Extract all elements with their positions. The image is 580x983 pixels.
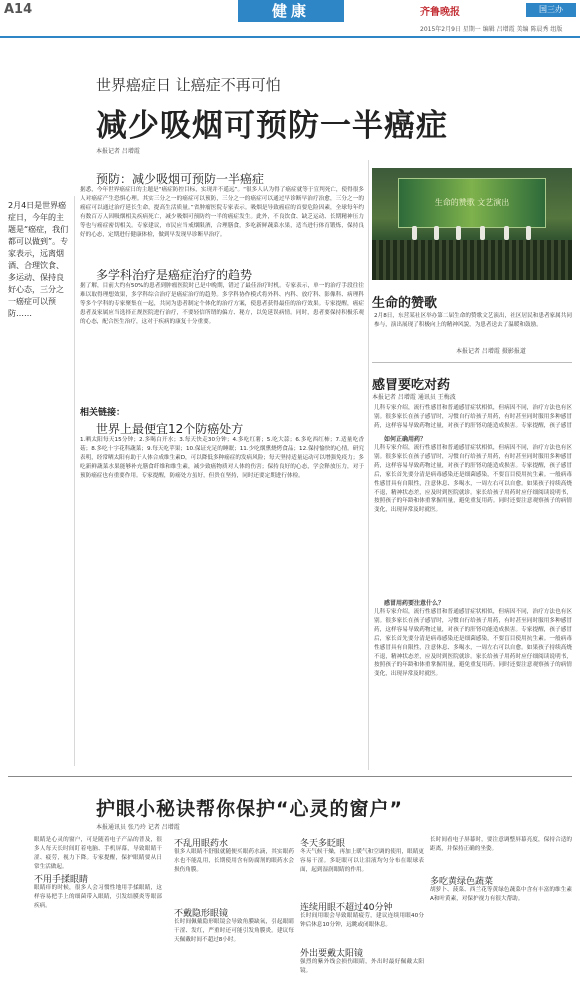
- eye-care-col1-body: 眼睛痒的时候，很多人会习惯性地用手揉眼睛，这样容易把手上的细菌带入眼睛，引发结膜炎等眼部疾病。: [34, 885, 162, 909]
- performer-figure: [456, 226, 461, 240]
- column-divider-right: [368, 160, 369, 770]
- photo-byline: 本报记者 吕增霞 摄影报道: [456, 348, 526, 355]
- eye-care-heading-drops: 不乱用眼药水: [174, 839, 229, 849]
- eye-care-heading-sunglasses: 外出要戴太阳镜: [300, 949, 364, 959]
- section-body-prescriptions: 1.晒太阳每天15分钟；2.多喝白开水；3.每天快走30分钟；4.多吃红薯；5.吃大蒜；6.多吃西红柿；7.适量吃香菇；8.多吃十字花科蔬菜；9.每天吃苹果；10.保证充足的睡眠；11.少吃烟熏烧烤食品；12.保持愉快的心情。研究表明，经常晒太阳有助于人体合成维生素D，可以降低多种癌症的发病风险；每天坚持适量运动可以增强免疫力；多吃新鲜蔬菜水果能够补充膳食纤维和维生素，减少致癌物质对人体的伤害；保持良好的心态，学会释放压力，对于预防癌症也有重要作用。专家提醒，防癌处方虽好，但贵在坚持，同时还要定期进行体检。: [80, 437, 364, 479]
- performer-figure: [526, 226, 531, 240]
- eye-care-col4-body1: 长时间看电子屏幕时，要注意调整屏幕亮度，保持合适的距离，并保持正确的坐姿。: [430, 837, 572, 852]
- eye-care-headline: 护眼小秘诀帮你保护“心灵的窗户”: [96, 798, 403, 820]
- cold-medicine-headline: 感冒要吃对药: [372, 378, 451, 393]
- event-photo: [372, 168, 572, 280]
- cold-medicine-body-2: 儿科专家介绍，流行性感冒和普通感冒症状相似，但病因不同，治疗方法也有区别。很多家长在孩子感冒时，习惯自行给孩子用药，有时甚至同时服用多种感冒药，这样容易导致药物过量，对孩子的肝肾功能造成损害。专家提醒，孩子感冒后，家长首先要分清是病毒感染还是细菌感染，不要盲目使用抗生素。一般病毒性感冒具有自限性，注意休息、多喝水，一周左右可以自愈。如果孩子持续高烧不退，精神状态差，应及时到医院就诊。家长给孩子用药时应仔细阅读说明书，按照孩子的年龄和体重掌握用量，避免重复用药。同时还要注意观察孩子的病情变化，出现异常及时就医。: [374, 609, 572, 678]
- eye-care-heading-vegetables: 多吃黄绿色蔬菜: [430, 877, 494, 887]
- story-lead: 2月4日是世界癌症日，今年的主题是“癌症，我们都可以做到”。专家表示，远离烟酒、合理饮食、多运动、保持良好心态，三分之一癌症可以预防……: [8, 201, 69, 318]
- eye-care-heading-40min: 连续用眼不超过40分钟: [300, 903, 393, 913]
- story-subtitle: 世界癌症日 让癌症不再可怕: [96, 76, 281, 94]
- audience-crowd: [372, 240, 572, 280]
- column-divider: [74, 196, 75, 766]
- related-link-label: 相关链接：: [80, 408, 126, 418]
- section-heading-prevention: 预防：减少吸烟可预防一半癌症: [96, 172, 265, 186]
- cold-medicine-q2: 感冒用药要注意什么？: [384, 600, 445, 607]
- stage-banner-text: 生命的赞歌 文艺演出: [434, 198, 510, 207]
- eye-care-col1-intro: 眼睛是心灵的窗户，可是随着电子产品的普及，很多人每天长时间盯着电脑、手机屏幕，导致眼睛干涩、疲劳，视力下降。专家提醒，保护眼睛要从日常生活做起。: [34, 837, 162, 870]
- eye-care-col2-body1: 很多人眼睛不舒服就随便买眼药水滴，其实眼药水也不能乱用，长期使用含有防腐剂的眼药水会损伤角膜。: [174, 849, 294, 873]
- header-rule: [0, 36, 580, 38]
- photo-caption-body: 2月8日，东营某社区举办第二届生命的赞歌文艺演出，社区居民和患者家属共同参与，演出展现了积极向上的精神风貌，为患者送去了温暖和鼓励。: [374, 313, 572, 328]
- eye-care-heading-contacts: 不戴隐形眼镜: [174, 909, 229, 919]
- photo-caption-title: 生命的赞歌: [372, 296, 438, 311]
- performer-figure: [480, 226, 485, 240]
- eye-care-heading-blink: 冬天多眨眼: [300, 839, 346, 849]
- eye-care-col3-body2: 长时间用眼会导致眼睛疲劳，建议连续用眼40分钟后休息10分钟，远眺或闭眼休息。: [300, 913, 424, 928]
- page-number: A14: [4, 2, 33, 17]
- brand-tag: 国三办: [526, 3, 576, 17]
- eye-care-col3-body3: 强烈的紫外线会损伤眼睛，外出时最好佩戴太阳镜。: [300, 959, 424, 974]
- issue-meta: 2015年2月9日 星期一 编辑 吕增霞 美编 陈晨秀 组版: [420, 26, 563, 33]
- stage-backdrop: [398, 178, 546, 228]
- section-title: 健康: [238, 0, 344, 22]
- performer-figure: [412, 226, 417, 240]
- eye-care-heading-rub: 不用手揉眼睛: [34, 875, 89, 885]
- newspaper-brand: 齐鲁晚报: [420, 7, 460, 18]
- cold-medicine-body-1: 儿科专家介绍，流行性感冒和普通感冒症状相似，但病因不同，治疗方法也有区别。很多家长在孩子感冒时，习惯自行给孩子用药，有时甚至同时服用多种感冒药，这样容易导致药物过量，对孩子的肝肾功能造成损害。专家提醒，孩子感冒后，家长首先要分清是病毒感染还是细菌感染，不要盲目使用抗生素。一般病毒性感冒具有自限性，注意休息、多喝水，一周左右可以自愈。如果孩子持续高烧不退，精神状态差，应及时到医院就诊。家长给孩子用药时应仔细阅读说明书，按照孩子的年龄和体重掌握用量，避免重复用药。同时还要注意观察孩子的病情变化，出现异常及时就医。: [374, 445, 572, 514]
- story-byline: 本报记者 吕增霞: [96, 148, 140, 155]
- section-body-prevention: 据悉，今年世界癌症日的主题是“癌症防控目标，实现并不遥远”。“很多人认为得了癌症就等于宣判死亡，使得很多人对癌症产生恐惧心理。其实三分之一的癌症可以预防，三分之一的癌症可以通过早诊断早治疗治愈，三分之一的癌症可以通过治疗延长生命，提高生活质量。”省肿瘤医院专家表示。吸烟是导致癌症的首要危险因素，全球每年约有数百万人因吸烟相关疾病死亡，减少吸烟可预防约一半的癌症发生。此外，不良饮食、缺乏运动、长期精神压力等也与癌症密切相关。专家建议，市民应当戒烟限酒，合理膳食，多吃新鲜蔬菜水果，适当进行体育锻炼，保持良好的心态，定期进行健康体检，做到早发现早诊断早治疗。: [80, 187, 364, 238]
- performer-figure: [434, 226, 439, 240]
- section-heading-treatment: 多学科治疗是癌症治疗的趋势: [96, 268, 253, 282]
- bottom-separator: [8, 776, 572, 777]
- right-separator: [372, 362, 572, 363]
- section-body-treatment: 据了解，目前大约有50%的患者到肿瘤医院时已是中晚期，错过了最佳治疗时机。专家表示，单一的治疗手段往往难以取得理想效果，多学科综合治疗是癌症治疗的趋势。多学科协作模式将外科、内科、放疗科、影像科、病理科等多个学科的专家聚集在一起，共同为患者制定个体化的治疗方案，使患者获得最佳的治疗效果。专家提醒，癌症患者及家属应当选择正规医院进行治疗，不要轻信所谓的偏方、秘方，以免延误病情。同时，患者要保持积极乐观的心态，配合医生治疗，这对于疾病的康复十分重要。: [80, 283, 364, 325]
- cold-medicine-intro: 儿科专家介绍，流行性感冒和普通感冒症状相似，但病因不同，治疗方法也有区别。很多家长在孩子感冒时，习惯自行给孩子用药，有时甚至同时服用多种感冒药，这样容易导致药物过量，对孩子的肝肾功能造成损害。专家提醒，孩子感冒: [374, 405, 572, 429]
- eye-care-col3-body1: 冬天气候干燥，再加上暖气和空调的使用，眼睛更容易干涩。多眨眼可以让泪液均匀分布在眼球表面，起到湿润眼睛的作用。: [300, 849, 424, 873]
- cold-medicine-byline: 本报记者 吕增霞 通讯员 王梅波: [372, 394, 456, 401]
- story-headline: 减少吸烟可预防一半癌症: [96, 108, 448, 144]
- eye-care-byline: 本报通讯员 张乃玲 记者 吕增霞: [96, 824, 180, 831]
- cold-medicine-q1: 如何正确用药？: [384, 436, 427, 443]
- eye-care-col4-body2: 胡萝卜、菠菜、西兰花等黄绿色蔬菜中含有丰富的维生素A和叶黄素，对保护视力有很大帮助。: [430, 887, 572, 902]
- performer-figure: [504, 226, 509, 240]
- section-heading-prescriptions: 世界上最便宜12个防癌处方: [96, 422, 244, 436]
- eye-care-col2-body2: 长时间佩戴隐形眼镜会导致角膜缺氧，引起眼睛干涩、发红，严重时还可能引发角膜炎。建议每天佩戴时间不超过8小时。: [174, 919, 294, 943]
